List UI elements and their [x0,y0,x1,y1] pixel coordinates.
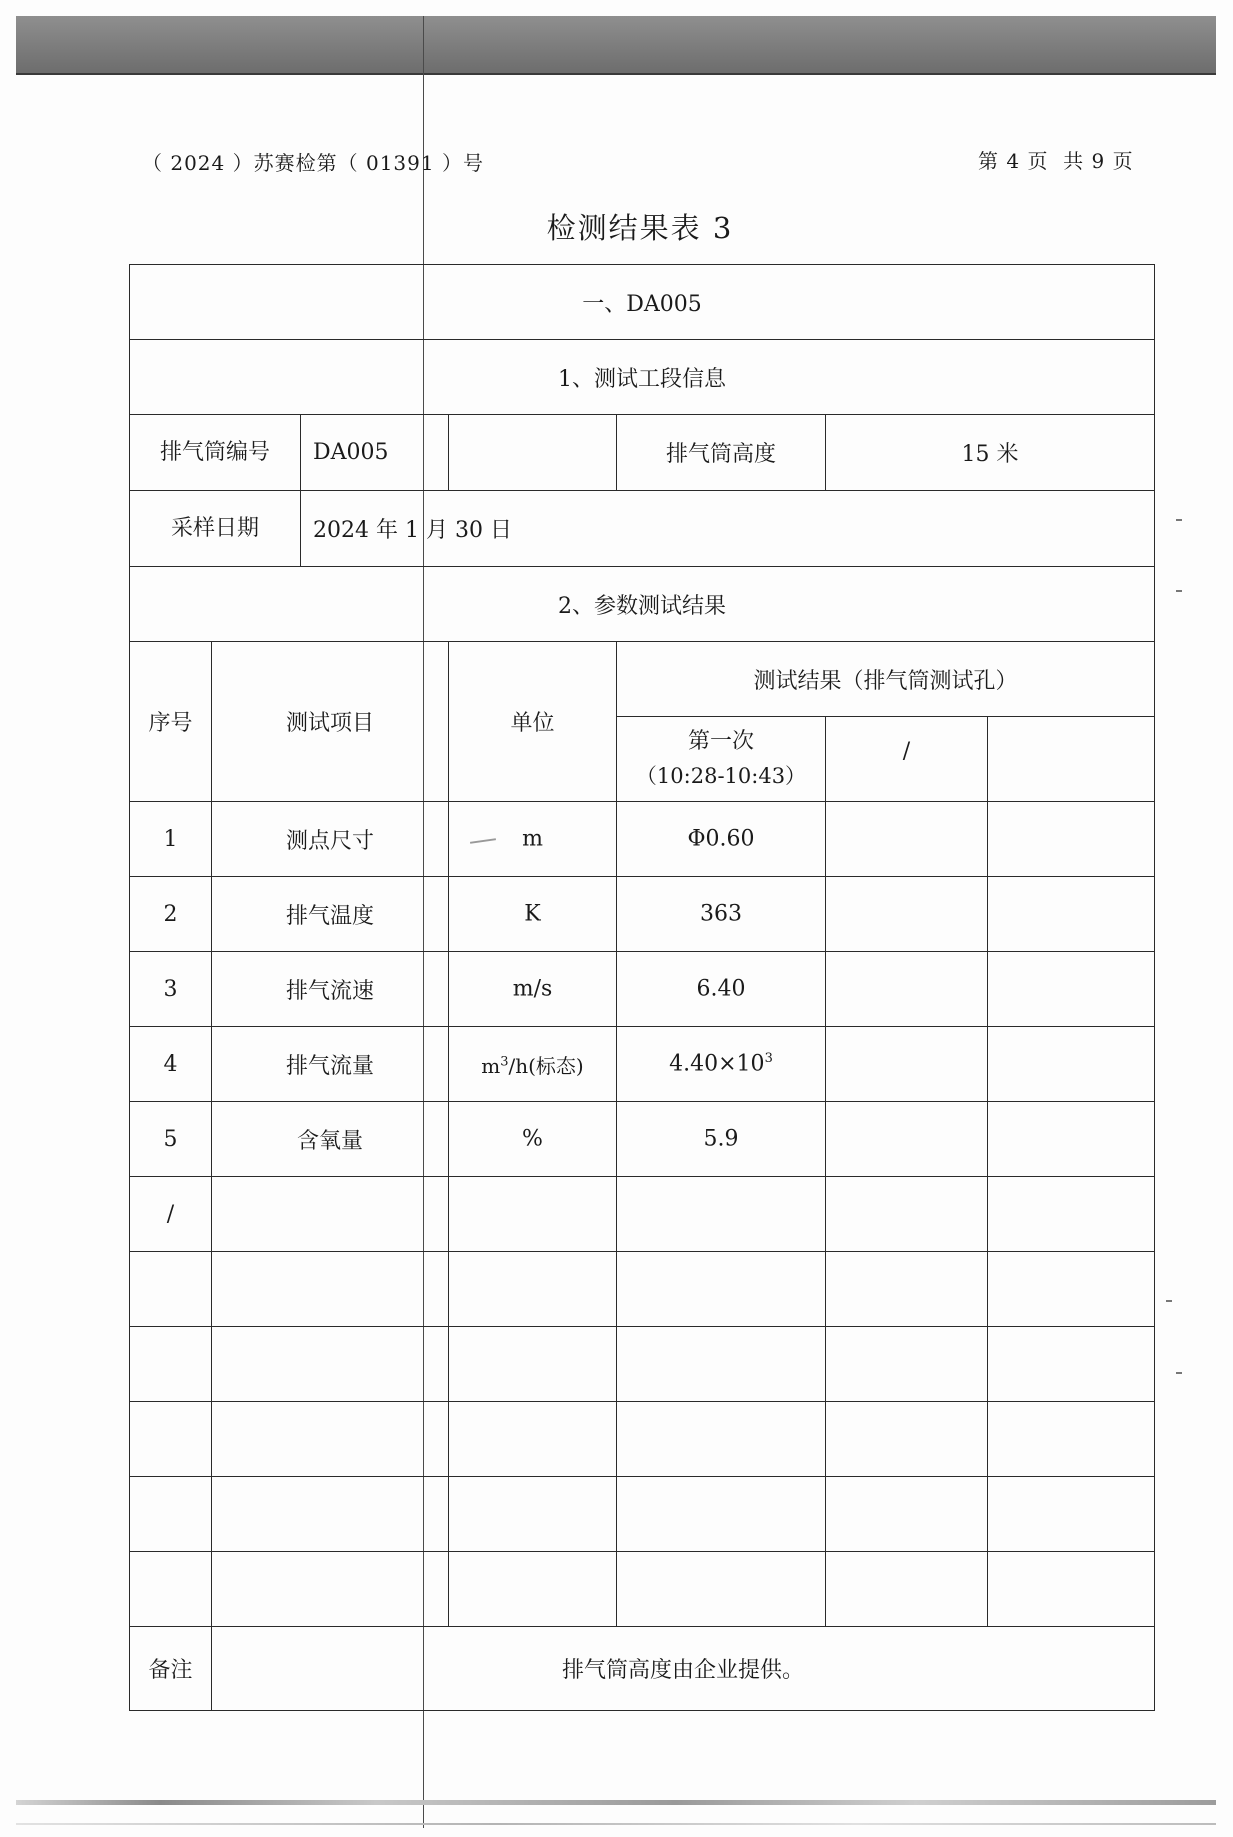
cell-empty [988,1027,1155,1102]
first-label: 第一次 [687,729,754,754]
col-header-seq: 序号 [130,642,212,802]
table-row [130,1177,1155,1252]
cell-value: 5.9 [617,1102,826,1177]
cell-empty [988,1102,1155,1177]
col-header-item: 测试项目 [212,642,449,802]
cell-seq: 3 [130,952,212,1027]
first-time: （10:28-10:43） [635,764,807,788]
table-row [130,802,1155,877]
results-table [129,264,1155,1711]
sample-date-value: 2024 年 1 月 30 日 [313,518,512,543]
cell-unit: m/s [449,952,617,1027]
cell-value: 363 [617,877,826,952]
col-header-second: / [826,717,988,802]
cell-item: 排气温度 [212,877,449,952]
table-row [130,1102,1155,1177]
cell-unit: m [449,802,617,877]
scan-speck [1176,1372,1182,1374]
table-row-empty [130,1402,1155,1477]
cell-unit: % [449,1102,617,1177]
cell-unit [449,1177,617,1252]
scan-speck [1176,519,1182,521]
scan-top-edge [16,16,1216,75]
stack-no-row [130,415,449,491]
cell-seq: 2 [130,877,212,952]
cell-empty [988,952,1155,1027]
remarks-label: 备注 [130,1627,212,1711]
table-row [130,952,1155,1027]
cell-empty [988,877,1155,952]
cell-seq: 1 [130,802,212,877]
cell-empty [826,1102,988,1177]
cell-value [617,1177,826,1252]
scan-speck [1166,1300,1172,1302]
sample-date-label: 采样日期 [130,491,301,566]
cell-empty [826,877,988,952]
table-row-empty [130,1552,1155,1627]
cell-item: 排气流量 [212,1027,449,1102]
page-info: 第 4 页 共 9 页 [978,149,1134,173]
table-row-empty [130,1327,1155,1402]
cell-value: 6.40 [617,952,826,1027]
cell-seq: 4 [130,1027,212,1102]
table-row [130,1027,1155,1102]
table-row-empty [130,1477,1155,1552]
stack-height-label: 排气筒高度 [617,415,826,491]
col-header-unit: 单位 [449,642,617,802]
cell-unit: K [449,877,617,952]
cell-empty [826,1177,988,1252]
scan-bottom-edge-2 [16,1823,1216,1825]
report-number: （ 2024 ）苏赛检第（ 01391 ）号 [142,151,484,175]
cell-empty [988,1177,1155,1252]
cell-empty [988,802,1155,877]
section-heading-info: 1、测试工段信息 [130,340,1155,415]
stack-no-value: DA005 [313,440,389,465]
stack-no-value-blank [449,415,617,491]
col-header-result-group: 测试结果（排气筒测试孔） [617,642,1155,717]
stack-height-value: 15 米 [826,415,1155,491]
cell-seq: / [130,1177,212,1252]
col-header-third [988,717,1155,802]
table-row-empty [130,1252,1155,1327]
cell-item: 含氧量 [212,1102,449,1177]
cell-unit: $m^3/h$(标态) [449,1027,617,1102]
col-header-first [617,717,826,802]
scan-speck [1176,590,1182,592]
cell-item: 测点尺寸 [212,802,449,877]
stack-no-label: 排气筒编号 [130,415,301,490]
remarks-text: 排气筒高度由企业提供。 [212,1627,1155,1711]
cell-value: Φ0.60 [617,802,826,877]
scan-bottom-edge [16,1800,1216,1805]
section-heading-stack: 一、DA005 [130,265,1155,340]
cell-item: 排气流速 [212,952,449,1027]
table-row [130,877,1155,952]
cell-value: $4.40\times 10^3$ [617,1027,826,1102]
cell-seq: 5 [130,1102,212,1177]
section-heading-results: 2、参数测试结果 [130,567,1155,642]
page-title: 检测结果表 3 [546,211,734,245]
cell-item [212,1177,449,1252]
cell-empty [826,1027,988,1102]
cell-empty [826,802,988,877]
sample-date-row [130,491,1155,567]
cell-empty [826,952,988,1027]
